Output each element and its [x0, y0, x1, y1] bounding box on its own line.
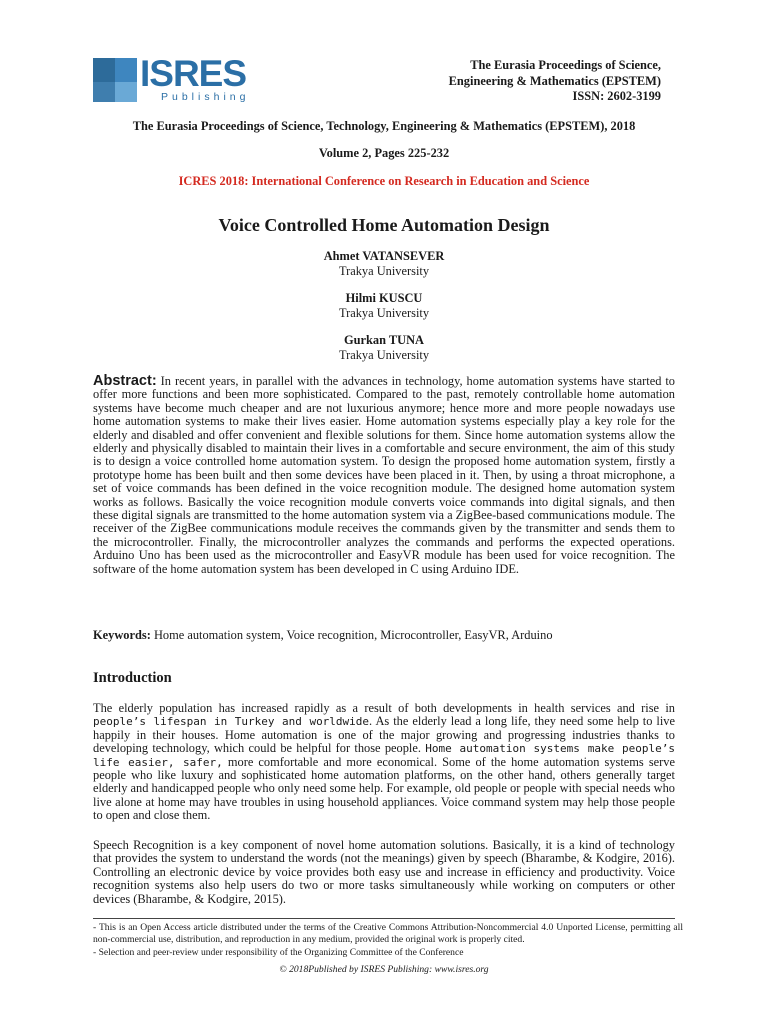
author-affiliation: Trakya University — [338, 348, 430, 362]
abstract-label: Abstract — [93, 373, 152, 389]
logo-square — [93, 82, 115, 102]
paper-title: Voice Controlled Home Automation Design — [218, 215, 550, 235]
logo-brand-text: ISRES — [140, 53, 247, 94]
abstract-text: In recent years, in parallel with the advances in technology, home automation systems have started to offer more functions and been more sophisticated. Compared to the past, remotely controllable home automation systems have become much cheaper and are not luxurious anymore; hence more and more people nowadays use home automation systems to make their lives easier. Home automation systems especially play a key role for the elderly and disabled and offer convenient and flexible solutions for them. Since home automation systems allow the elderly and physically disabled to maintain their lives in a comfortable and secure environment, the aim of this study is to design a voice controlled home automation system. To design the proposed home automation system, firstly a prototype home has been built and then some devices have been placed in it. Then, by using a throat microphone, a set of voice commands has been defined in the voice recognition module. The designed home automation system works as follows. Basically the voice recognition module converts voice commands into digital signals, and then these digital signals are transmitted to the home automation system via a ZigBee-based communications module. The receiver of the ZigBee communications module receives the commands given by the transmitter and sends them to the microcontroller. Finally, the microcontroller analyzes the commands and performs the expected operations. Arduino Uno has been used as the microcontroller and EasyVR module has been used for voice recognition. The software of the home automation system has been developed in C using Arduino IDE. — [93, 374, 675, 576]
keywords-line — [93, 629, 675, 642]
intro-p1-text: The elderly population has increased rapidly as a result of both developments in health services and rise in — [93, 701, 675, 715]
isres-logo — [93, 53, 258, 104]
intro-paragraph-2: Speech Recognition is a key component of novel home automation solutions. Basically, it is a kind of technology that provides the system to understand the words (not the meanings) given by speech (Bharambe, & Kodgire, 2016). Controlling an electronic device by voice provides both easy use and increase in efficiency and productivity. Voice recognition systems also help users do two or more tasks simultaneously while working on computers or other devices (Bharambe, & Kodgire, 2015). — [93, 838, 675, 906]
journal-info — [449, 58, 661, 105]
intro-p1-text: . As the elderly lead a long life, they need some help to live happily in their houses. Home automation is one of the major growing and progressing industries thanks to developing technology, which could be helpful for those people. — [93, 714, 675, 756]
logo-square — [115, 82, 137, 102]
copyright-line: © 2018Published by ISRES Publishing: www.isres.org — [279, 964, 489, 975]
conference-line: ICRES 2018: International Conference on Research in Education and Science — [178, 174, 590, 188]
footnote-peer-review: - Selection and peer-review under responsibility of the Organizing Committee of the Conference — [93, 947, 464, 958]
author-affiliation: Trakya University — [338, 306, 430, 320]
intro-paragraph-1 — [93, 702, 675, 823]
section-heading-introduction: Introduction — [93, 670, 172, 686]
abstract-paragraph: Abstract: In recent years, in parallel with the advances in technology, home automation systems have started to offer more functions and been more sophisticated. Compared to the past, remotely controllable home automation systems have become much cheaper and are not luxurious anymore; hence more and more people nowadays use home automation systems to make their lives easier. Home automation systems especially play a key role for the elderly and disabled and offer convenient and flexible solutions for them. Since home automation systems allow the elderly and physically disabled to maintain their lives in a comfortable and secure environment, the aim of this study is to design a voice controlled home automation system. To design the proposed home automation system, firstly a prototype home has been built and then some devices have been placed in it. Then, by using a throat microphone, a set of voice commands has been defined in the voice recognition module. The designed home automation system works as follows. Basically the voice recognition module converts voice commands into digital signals, and then these digital signals are transmitted to the home automation system via a ZigBee-based communications module. The receiver of the ZigBee communications module receives the commands given by the transmitter and sends them to the microcontroller. Finally, the microcontroller analyzes the commands and performs the expected operations. Arduino Uno has been used as the microcontroller and EasyVR module has been used for voice recognition. The software of the home automation system has been developed in C using Arduino IDE. — [93, 373, 675, 576]
author-name: Gurkan TUNA — [344, 333, 424, 347]
footnote-license: - This is an Open Access article distributed under the terms of the Creative Commons Attribution-Noncommercial 4.0 Unported License, permitting all non-commercial use, distribution, and reproduction in any medium, provided the original work is properly cited. — [93, 922, 683, 945]
journal-line-1: The Eurasia Proceedings of Science, — [470, 58, 661, 72]
author-name: Hilmi KUSCU — [345, 291, 423, 305]
author-block — [0, 333, 768, 363]
author-block — [0, 291, 768, 321]
author-affiliation: Trakya University — [338, 264, 430, 278]
volume-line: Volume 2, Pages 225-232 — [318, 146, 450, 160]
journal-issn: ISSN: 2602-3199 — [572, 89, 661, 103]
intro-p1-highlight: Home automation systems make people’s life easier, safer, — [93, 742, 675, 769]
journal-line-2: Engineering & Mathematics (EPSTEM) — [448, 73, 661, 88]
logo-publishing-text: Publishing — [161, 91, 250, 103]
keywords-label: Keywords: — [93, 628, 151, 642]
proceedings-line: The Eurasia Proceedings of Science, Technology, Engineering & Mathematics (EPSTEM), 2018 — [132, 119, 636, 133]
intro-p1-text: more comfortable and more economical. Some of the home automation systems serve people who like luxury and sophisticated home automation platforms, on the other hand, others generally target elderly and handicapped people who only need some help. For example, old people or people with special needs who live alone at home may have troubles in using household appliances. Voice command system may help those people to open and close them. — [93, 754, 675, 823]
logo-square — [115, 58, 137, 82]
keywords-text: Home automation system, Voice recognition, Microcontroller, EasyVR, Arduino — [153, 628, 553, 642]
author-name: Ahmet VATANSEVER — [323, 249, 445, 263]
footnote-divider — [93, 918, 675, 919]
author-block — [0, 249, 768, 279]
intro-p1-highlight: people’s lifespan in Turkey and worldwide — [93, 715, 370, 729]
logo-square — [93, 58, 115, 82]
